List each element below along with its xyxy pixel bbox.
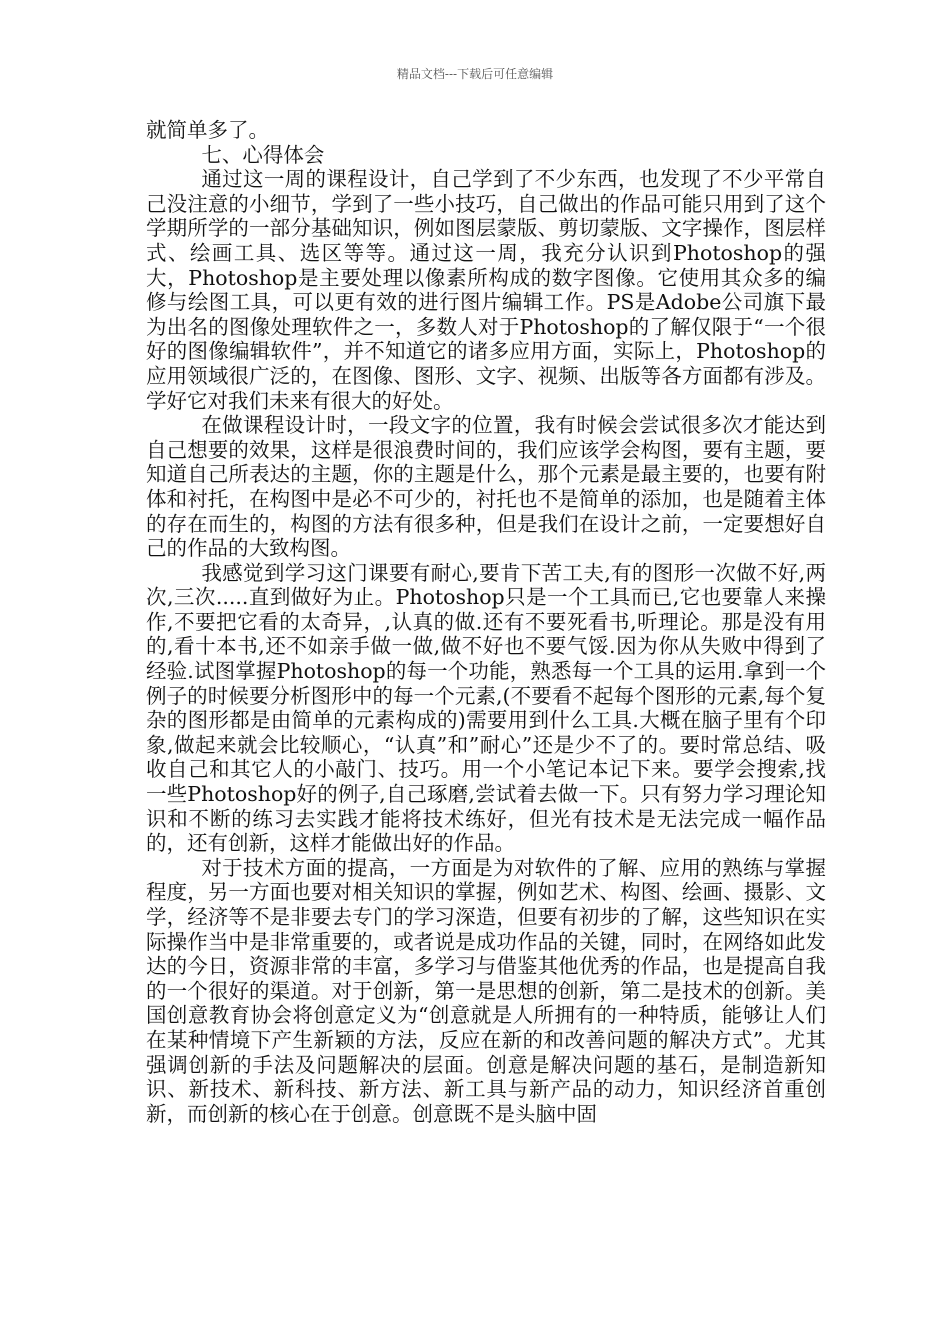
document-body [146, 118, 826, 1126]
section-heading: 七、心得体会 [201, 142, 325, 167]
paragraph: 在做课程设计时，一段文字的位置，我有时候会尝试很多次才能达到自己想要的效果，这样是很浪费时间的，我们应该学会构图，要有主题，要知道自己所表达的主题，你的主题是什么，那个元素是最主要的，也要有附体和衬托，在构图中是必不可少的，衬托也不是简单的添加，也是随着主体的存在而生的，构图的方法有很多种，但是我们在设计之前，一定要想好自己的作品的大致构图。 [146, 413, 826, 561]
paragraph-continuation: 就简单多了。 [146, 118, 269, 142]
paragraph: 我感觉到学习这门课要有耐心,要肯下苦工夫,有的图形一次做不好,两次,三次.....直到做好为止。Photoshop只是一个工具而已,它也要靠人来操作,不要把它看的太奇异，,认真的做.还有不要死看书,听理论。那是没有用的,看十本书,还不如亲手做一做,做不好也不要气馁.因为你从失败中得到了经验.试图掌握Photoshop的每一个功能，熟悉每一个工具的运用.拿到一个例子的时候要分析图形中的每一个元素,(不要看不起每个图形的元素,每个复杂的图形都是由简单的元素构成的)需要用到什么工具.大概在脑子里有个印象,做起来就会比较顺心，“认真”和”耐心”还是少不了的。要时常总结、吸收自己和其它人的小敲门、技巧。用一个小笔记本记下来。要学会搜索,找一些Photoshop好的例子,自己琢磨,尝试着去做一下。只有努力学习理论知识和不断的练习去实践才能将技术练好，但光有技术是无法完成一幅作品的，还有创新，这样才能做出好的作品。 [146, 560, 826, 856]
paragraph: 通过这一周的课程设计，自己学到了不少东西，也发现了不少平常自己没注意的小细节，学到了一些小技巧，自己做出的作品可能只用到了这个学期所学的一部分基础知识，例如图层蒙版、剪切蒙版、文字操作，图层样式、绘画工具、选区等等。通过这一周，我充分认识到Photoshop的强大，Photoshop是主要处理以像素所构成的数字图像。它使用其众多的编修与绘图工具，可以更有效的进行图片编辑工作。PS是Adobe公司旗下最为出名的图像处理软件之一，多数人对于Photoshop的了解仅限于“一个很好的图像编辑软件”，并不知道它的诸多应用方面，实际上，Photoshop的应用领域很广泛的，在图像、图形、文字、视频、出版等各方面都有涉及。学好它对我们未来有很大的好处。 [146, 167, 826, 413]
page-header: 精品文档---下载后可任意编辑 [396, 67, 554, 81]
paragraph: 对于技术方面的提高，一方面是为对软件的了解、应用的熟练与掌握程度，另一方面也要对相关知识的掌握，例如艺术、构图、绘画、摄影、文学，经济等不是非要去专门的学习深造，但要有初步的了解，这些知识在实际操作当中是非常重要的，或者说是成功作品的关键，同时，在网络如此发达的今日，资源非常的丰富，多学习与借鉴其他优秀的作品，也是提高自我的一个很好的渠道。对于创新，第一是思想的创新，第二是技术的创新。美国创意教育协会将创意定义为“创意就是人所拥有的一种特质，能够让人们在某种情境下产生新颖的方法，反应在新的和改善问题的解决方式”。尤其强调创新的手法及问题解决的层面。创意是解决问题的基石，是制造新知识、新技术、新科技、新方法、新工具与新产品的动力，知识经济首重创新，而创新的核心在于创意。创意既不是头脑中固 [146, 855, 826, 1126]
